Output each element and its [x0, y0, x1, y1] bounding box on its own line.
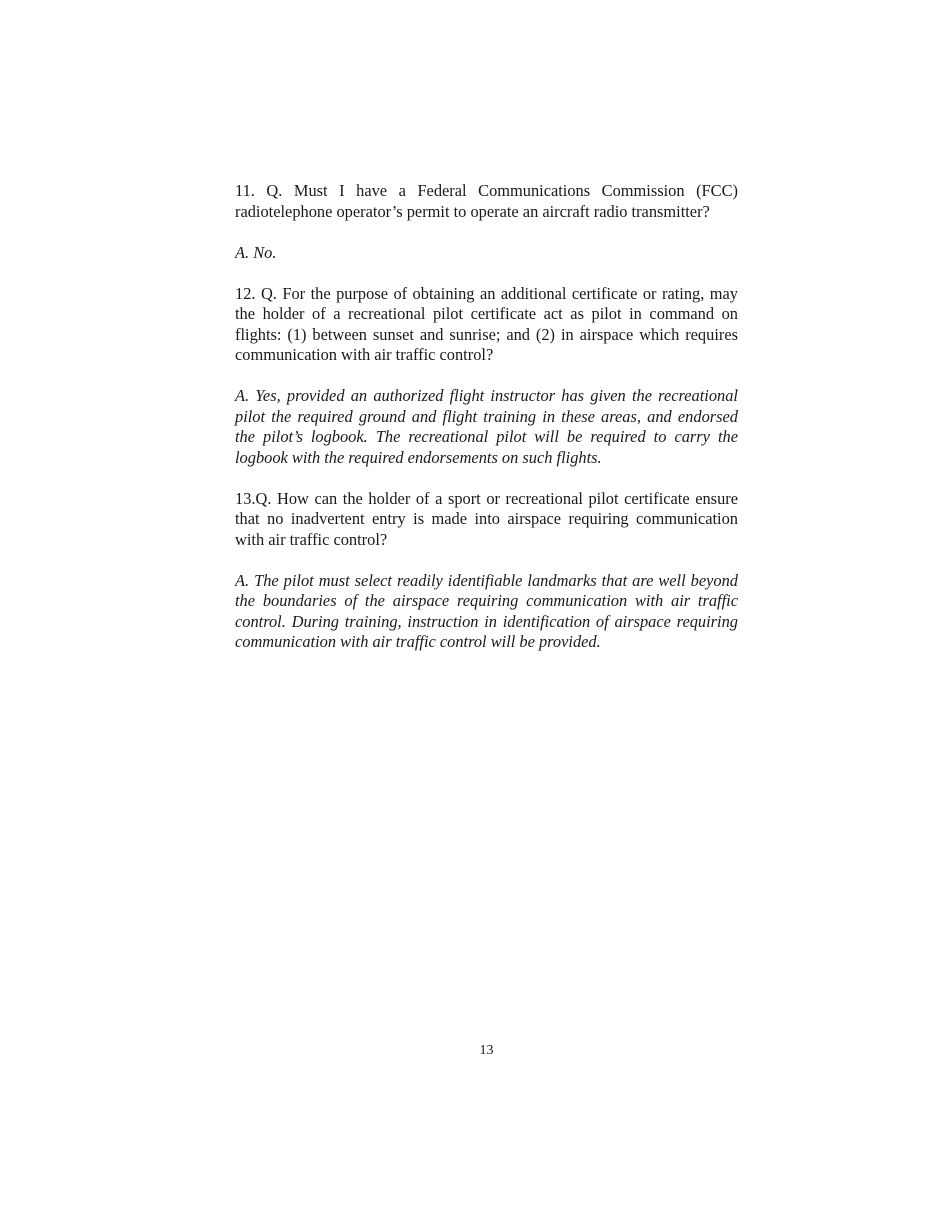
answer-13: A. The pilot must select readily identifiable landmarks that are well beyond the boundaries of the airspace requiring communication with air traffic control. During training, instruction in identification of airspace requiring communication with air traffic control will be provided. — [235, 570, 738, 651]
question-13: 13.Q. How can the holder of a sport or recreational pilot certificate ensure that no inadvertent entry is made into airspace requiring communication with air traffic control? — [235, 488, 738, 549]
page-body — [235, 181, 738, 653]
question-12: 12. Q. For the purpose of obtaining an additional certificate or rating, may the holder of a recreational pilot certificate act as pilot in command on flights: (1) between sunset and sunrise; and (2) in airspace which requires communication with air traffic control? — [235, 283, 738, 364]
answer-12: A. Yes, provided an authorized flight instructor has given the recreational pilot the required ground and flight training in these areas, and endorsed the pilot’s logbook. The recreational pilot will be required to carry the logbook with the required endorsements on such flights. — [235, 386, 738, 467]
answer-11: A. No. — [235, 242, 277, 262]
question-11: 11. Q. Must I have a Federal Communications Commission (FCC) radiotelephone operator’s permit to operate an aircraft radio transmitter? — [235, 181, 738, 221]
page-number: 13 — [479, 1043, 494, 1058]
